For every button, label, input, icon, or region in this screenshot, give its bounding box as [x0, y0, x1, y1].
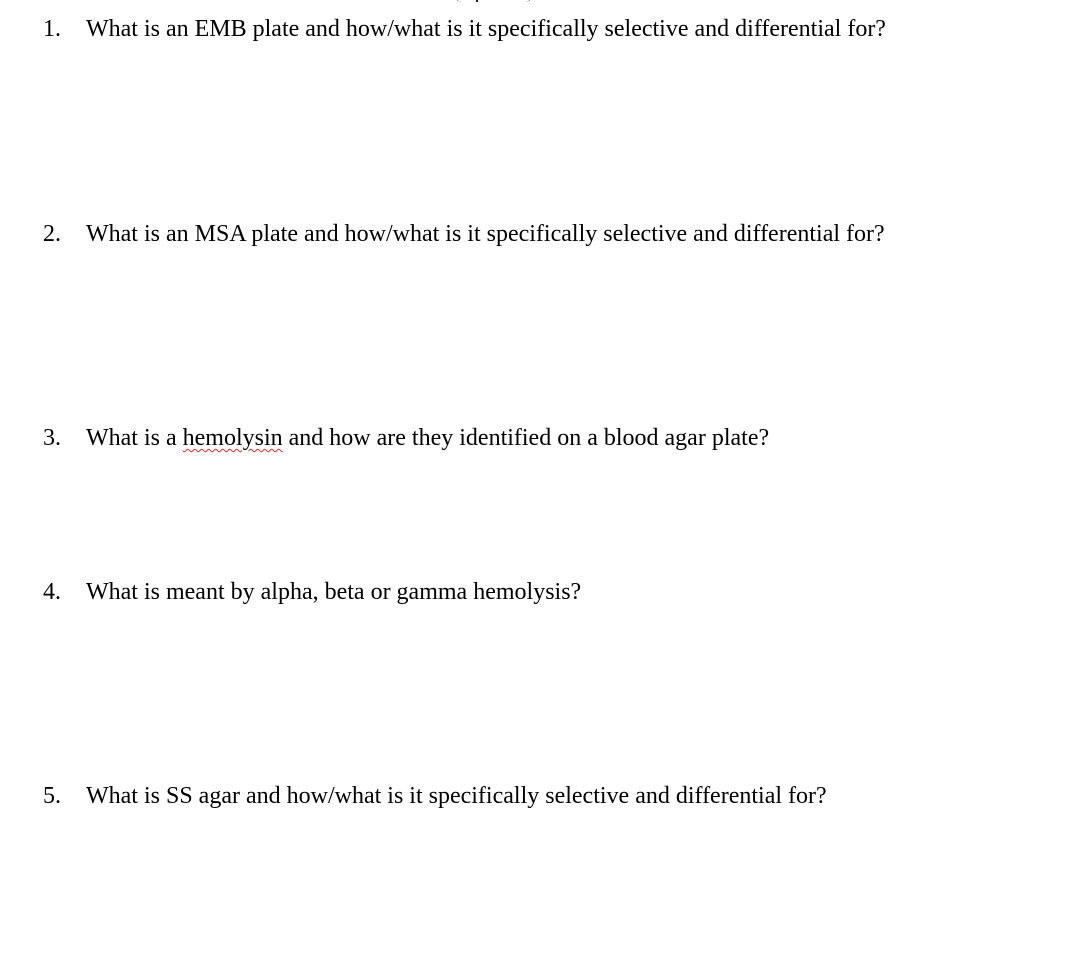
question-1: [0, 13, 1071, 45]
question-number: 2.: [43, 221, 61, 247]
question-text: What is an MSA plate and how/what is it specifically selective and differential for?: [86, 221, 885, 247]
question-number: 1.: [43, 16, 61, 42]
question-number: 4.: [43, 579, 61, 605]
question-text-before: What is a: [86, 425, 183, 451]
question-text: What is an EMB plate and how/what is it specifically selective and differential for?: [86, 16, 886, 42]
cropped-spellcheck-squiggle: [490, 0, 524, 1]
question-text: [86, 422, 769, 454]
question-2: [0, 218, 1071, 250]
question-text: What is SS agar and how/what is it specifically selective and differential for?: [86, 783, 827, 809]
question-4: [0, 576, 1071, 608]
question-3: [0, 422, 1071, 454]
cropped-previous-line: [440, 0, 550, 6]
misspelled-word[interactable]: hemolysin: [182, 425, 283, 451]
cropped-paren-left: [454, 0, 463, 2]
question-text-after: and how are they identified on a blood agar plate?: [282, 425, 770, 451]
cropped-paren-right: [524, 0, 533, 2]
cropped-glyph-stem: [476, 0, 478, 2]
question-number: 3.: [43, 425, 61, 451]
question-5: [0, 780, 1071, 812]
question-text: What is meant by alpha, beta or gamma hemolysis?: [86, 579, 582, 605]
question-number: 5.: [43, 783, 61, 809]
